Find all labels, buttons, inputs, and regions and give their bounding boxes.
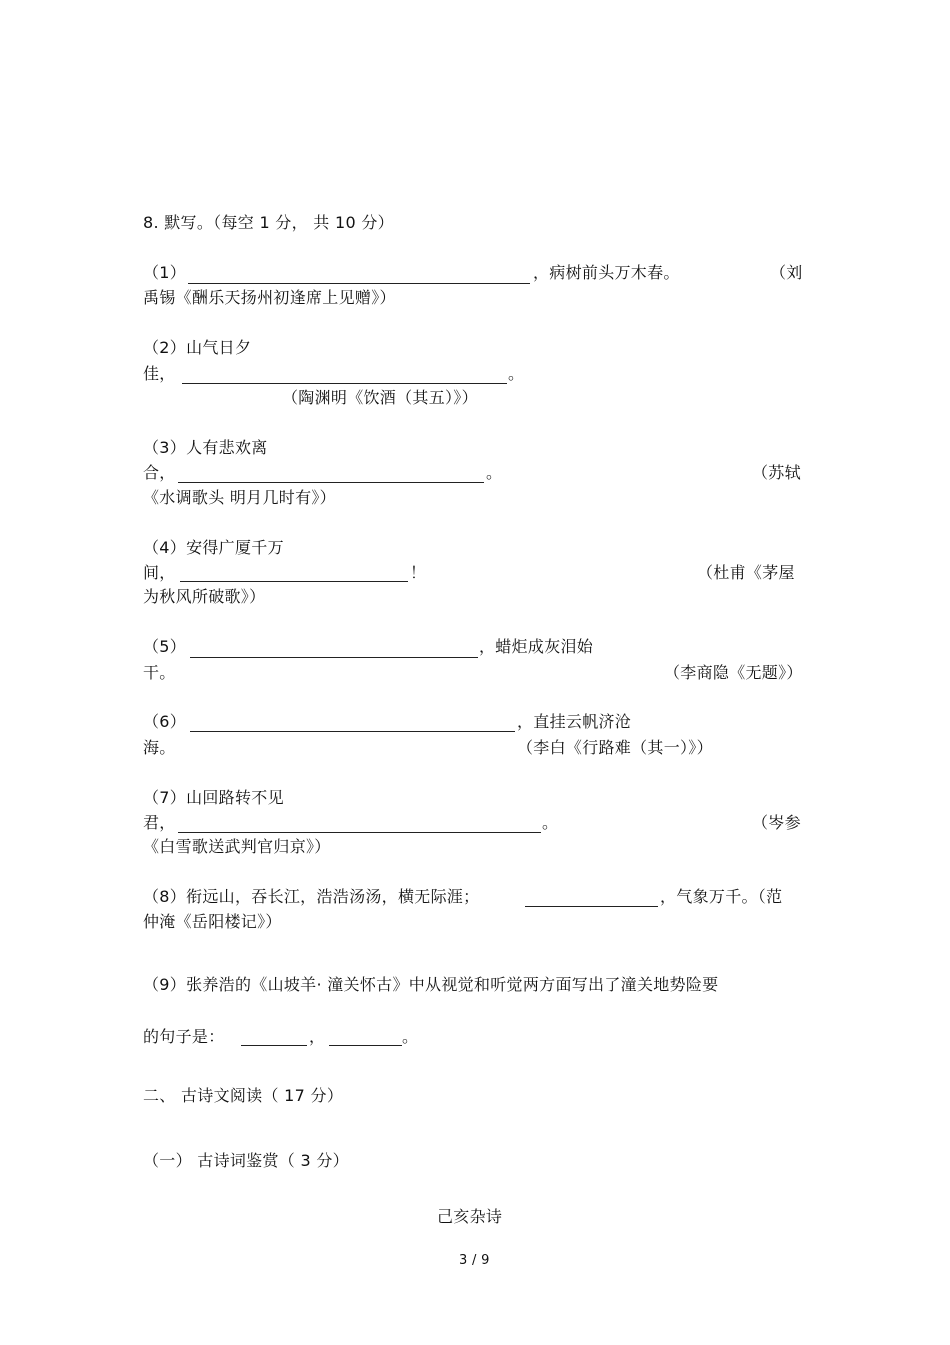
item-text: （2）山气日夕 — [143, 338, 252, 357]
item-text: 。 — [486, 463, 503, 482]
fill-blank[interactable] — [241, 1045, 307, 1046]
page-number: 3 / 9 — [459, 1253, 490, 1268]
item-source: 为秋风所破歌》） — [143, 587, 266, 606]
item-text: （9）张养浩的《山坡羊· 潼关怀古》中从视觉和听觉两方面写出了潼关地势险要 — [143, 975, 719, 994]
item-text: 海。 — [143, 738, 176, 757]
item-source: （李商隐《无题》） — [664, 663, 803, 682]
item-text: ，气象万千。（范 — [660, 887, 783, 906]
item-source: （李白《行路难（其一）》） — [517, 738, 713, 757]
item-text: ！ — [410, 563, 427, 582]
item-source: 仲淹《岳阳楼记》） — [143, 912, 282, 931]
item-source: （岑参 — [752, 813, 801, 832]
item-source: 《白雪歌送武判官归京》） — [143, 837, 331, 856]
item-source: （杜甫《茅屋 — [697, 563, 795, 582]
item-text: （8）衔远山，吞长江，浩浩汤汤，横无际涯； — [143, 887, 480, 906]
fill-blank[interactable] — [180, 581, 408, 582]
poem-title: 己亥杂诗 — [437, 1207, 503, 1226]
fill-blank[interactable] — [178, 482, 484, 483]
fill-blank[interactable] — [178, 832, 541, 833]
fill-blank[interactable] — [182, 383, 507, 384]
question-heading: 8. 默写。（每空 1 分， 共 10 分） — [143, 213, 394, 232]
fill-blank[interactable] — [525, 906, 658, 907]
item-source: （陶渊明《饮酒（其五）》） — [282, 388, 478, 407]
item-label: （1） — [143, 263, 187, 282]
fill-blank[interactable] — [188, 283, 530, 284]
item-source: （苏轼 — [752, 463, 801, 482]
item-text: 。 — [542, 813, 559, 832]
item-source: （刘 — [770, 263, 803, 282]
item-source: 《水调歌头 明月几时有》） — [143, 488, 336, 507]
item-text: 佳， — [143, 364, 176, 383]
item-text: 的句子是： — [143, 1027, 225, 1046]
item-text: 间， — [143, 563, 176, 582]
fill-blank[interactable] — [329, 1045, 402, 1046]
item-text: 。 — [402, 1027, 419, 1046]
item-text: 干。 — [143, 663, 176, 682]
item-text: ，蜡炬成灰泪始 — [479, 637, 594, 656]
section-heading: 二、 古诗文阅读（ 17 分） — [143, 1086, 344, 1105]
item-text: （7）山回路转不见 — [143, 788, 284, 807]
item-text: ， — [309, 1027, 326, 1046]
item-text: （4）安得广厦千万 — [143, 538, 284, 557]
item-label: （6） — [143, 712, 187, 731]
item-text: 。 — [508, 364, 525, 383]
item-source: 禹锡《酬乐天扬州初逢席上见赠》） — [143, 288, 396, 307]
fill-blank[interactable] — [190, 731, 515, 732]
item-text: ，直挂云帆济沧 — [517, 712, 632, 731]
subsection-heading: （一） 古诗词鉴赏（ 3 分） — [143, 1151, 349, 1170]
item-label: （5） — [143, 637, 187, 656]
item-text: 合， — [143, 463, 176, 482]
item-text: ，病树前头万木春。 — [533, 263, 680, 282]
item-text: 君， — [143, 813, 176, 832]
fill-blank[interactable] — [190, 657, 478, 658]
item-text: （3）人有悲欢离 — [143, 438, 268, 457]
